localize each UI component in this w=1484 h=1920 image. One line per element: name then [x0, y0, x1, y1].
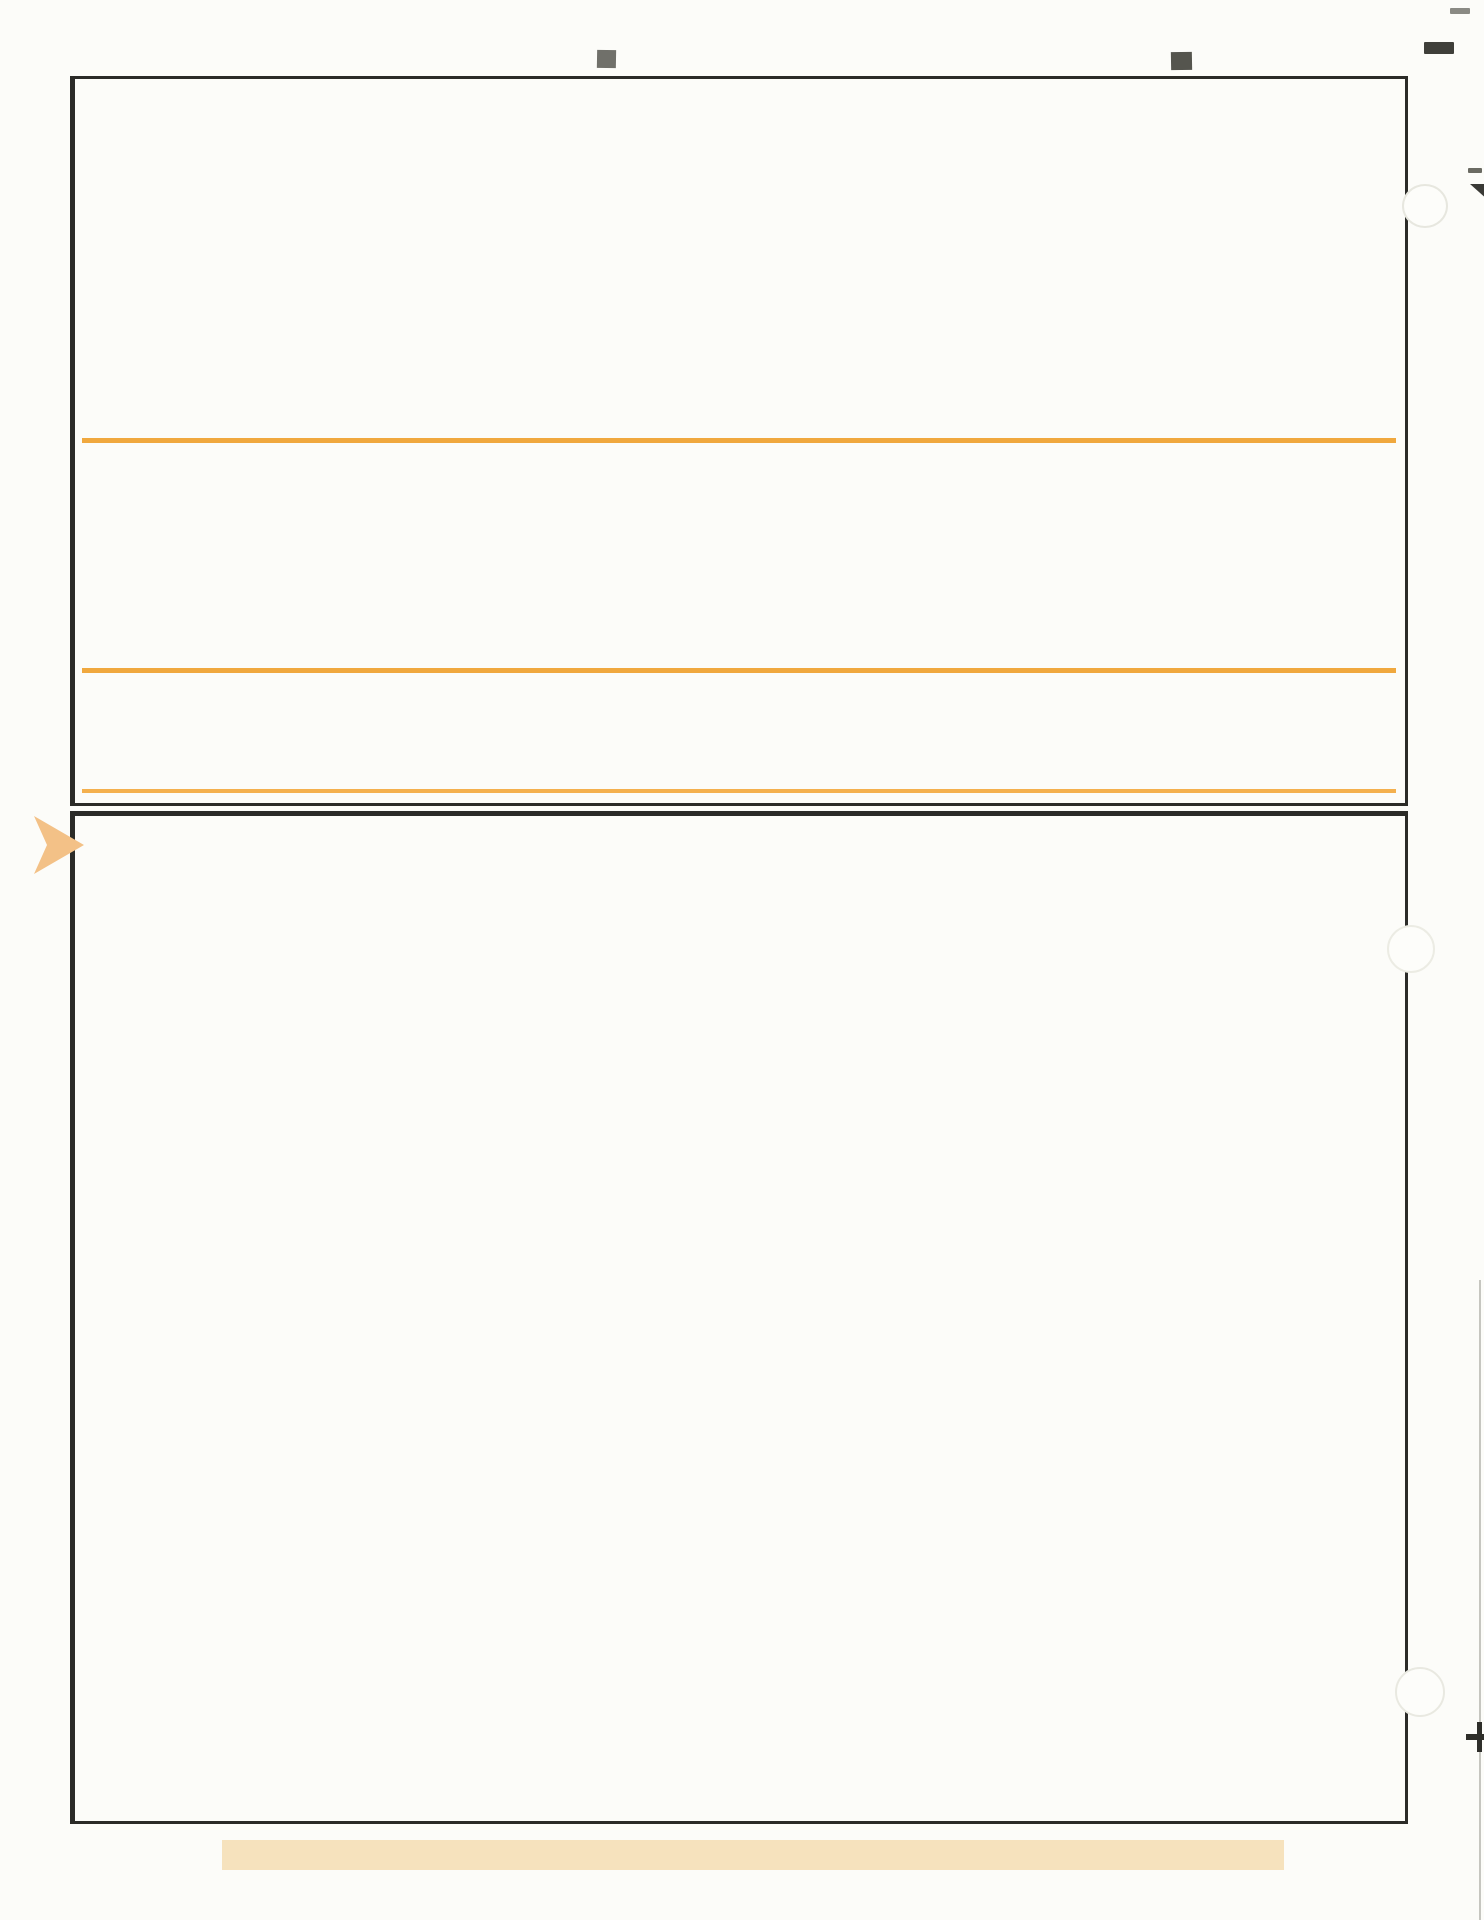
punch-hole — [1402, 184, 1448, 228]
timing-mark — [1450, 8, 1470, 14]
corner-flag-mark — [1470, 184, 1484, 200]
registration-square — [1171, 52, 1192, 70]
part2-comment-box — [70, 811, 1408, 1824]
part2-instructions — [92, 820, 1342, 849]
punch-hole — [1395, 1667, 1445, 1717]
punch-hole — [1387, 925, 1435, 973]
section-divider — [82, 789, 1396, 793]
registration-square — [597, 50, 616, 68]
section-divider — [82, 438, 1396, 443]
scan-edge-line — [1479, 1280, 1481, 1920]
section-divider — [82, 668, 1396, 673]
timing-mark — [1424, 42, 1454, 54]
footer-highlight-band — [222, 1840, 1284, 1870]
plus-mark — [1466, 1734, 1484, 1740]
timing-mark — [1468, 168, 1482, 173]
